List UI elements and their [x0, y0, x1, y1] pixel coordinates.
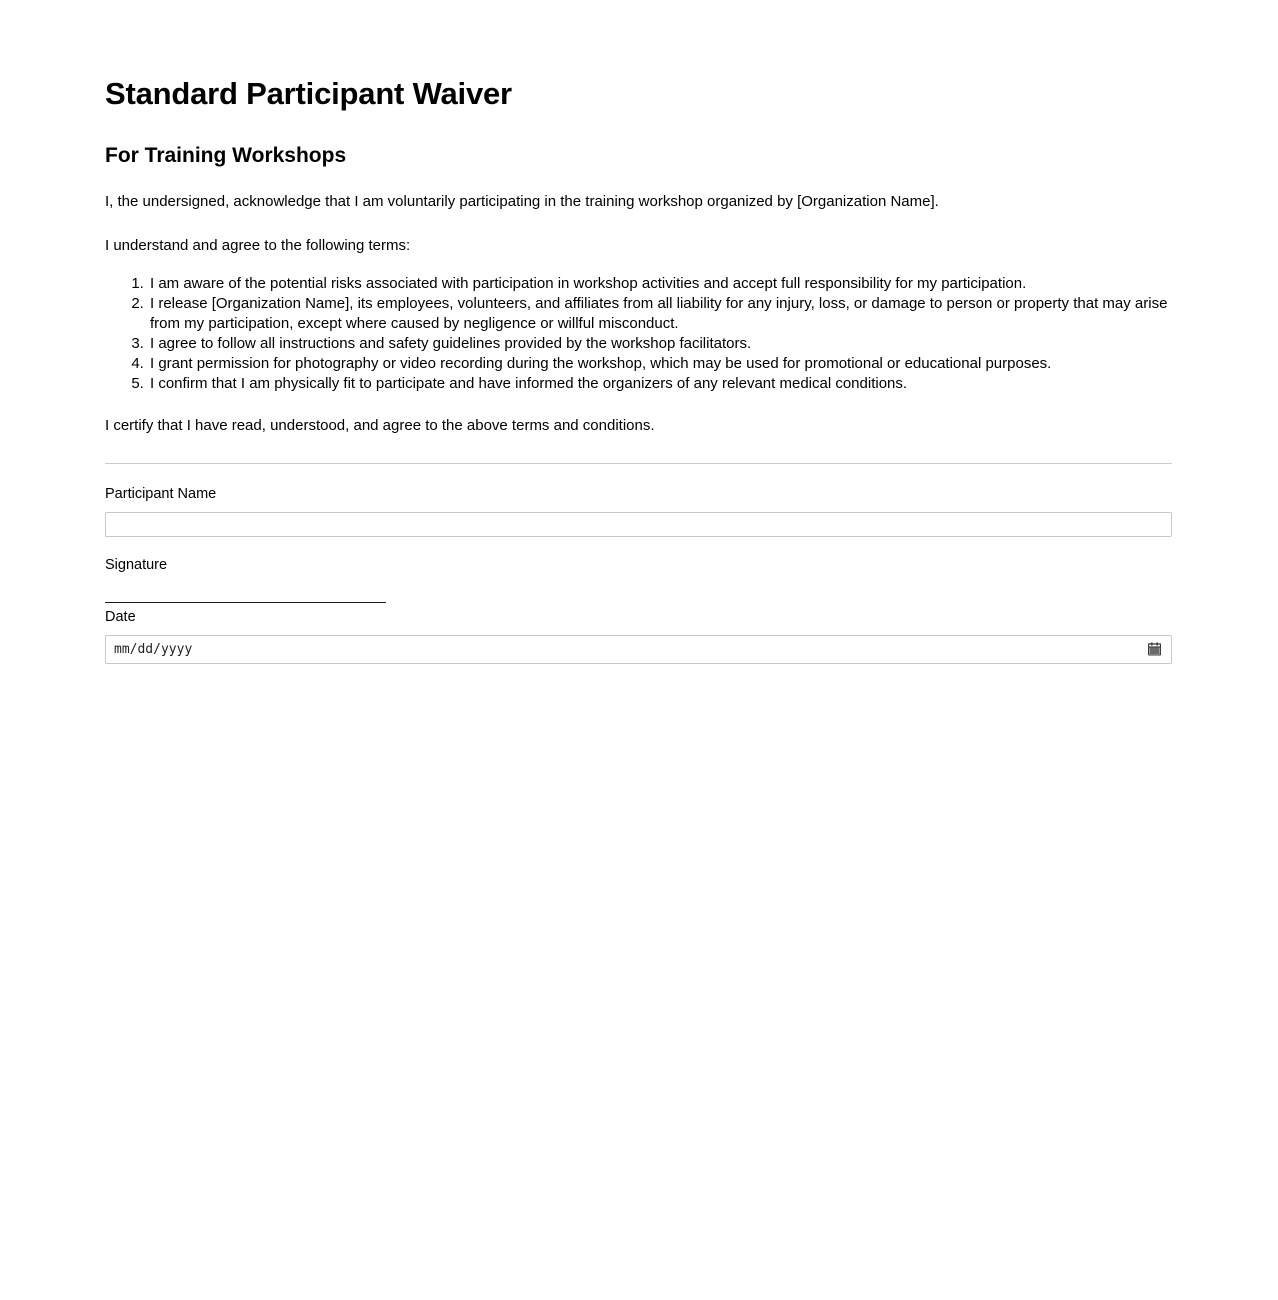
list-item: 5. I confirm that I am physically fit to participate and have informed the organizers of any relevant medical conditions. — [148, 374, 1172, 394]
certification-paragraph: I certify that I have read, understood, and agree to the above terms and conditions. — [105, 416, 655, 434]
date-field-group — [105, 608, 1172, 664]
signature-line[interactable] — [105, 602, 386, 603]
list-item: 3. I agree to follow all instructions and safety guidelines provided by the workshop facilitators. — [148, 334, 1172, 354]
section-divider — [105, 463, 1172, 464]
date-placeholder-text: mm/dd/yyyy — [114, 641, 193, 657]
page-title: Standard Participant Waiver — [105, 76, 512, 111]
signature-field-group — [105, 556, 1172, 603]
intro-paragraph: I, the undersigned, acknowledge that I am voluntarily participating in the training workshop organized by [Organization Name]. — [105, 192, 939, 210]
terms-list — [105, 274, 1172, 394]
list-item: 2. I release [Organization Name], its employees, volunteers, and affiliates from all liability for any injury, loss, or damage to person or property that may arise from my participation, except where caused by negligence or willful misconduct. — [148, 294, 1172, 334]
signature-label: Signature — [105, 556, 168, 573]
date-input[interactable] — [105, 635, 1172, 664]
calendar-icon[interactable] — [1148, 643, 1161, 656]
terms-lead-paragraph: I understand and agree to the following terms: — [105, 237, 411, 255]
list-item: 4. I grant permission for photography or video recording during the workshop, which may be used for promotional or educational purposes. — [148, 354, 1172, 374]
list-item: 1. I am aware of the potential risks associated with participation in workshop activities and accept full responsibility for my participation. — [148, 274, 1172, 294]
participant-name-field-group — [105, 485, 1172, 537]
participant-name-label: Participant Name — [105, 486, 217, 503]
participant-name-input[interactable] — [105, 512, 1172, 537]
page-subtitle: For Training Workshops — [105, 143, 347, 167]
date-label: Date — [105, 608, 136, 625]
